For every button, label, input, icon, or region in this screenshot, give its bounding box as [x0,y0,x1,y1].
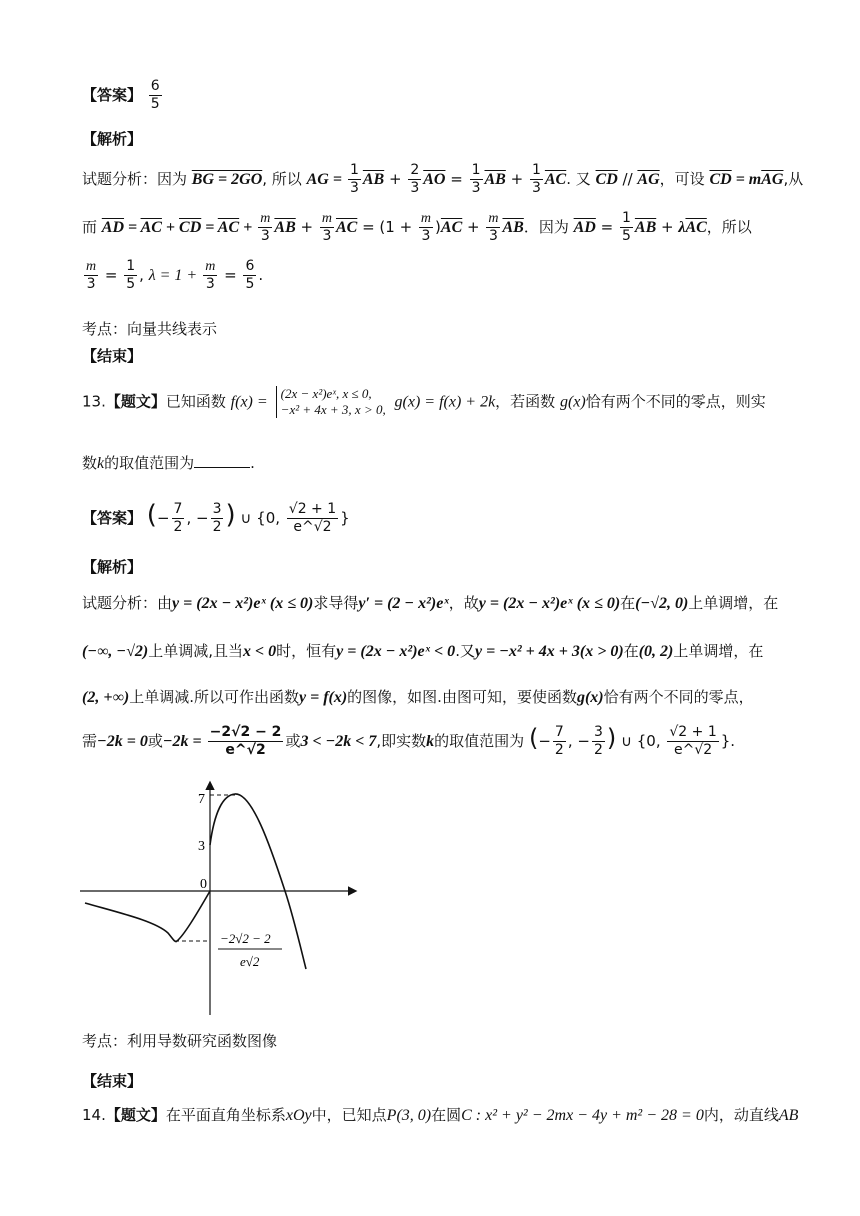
q12-analysis-line-1: 试题分析：因为 BG = 2GO, 所以 AG = $\frac{1}{3}$ $\overline{AB}$ + $\frac{2}{3}$ $\overline{AO}$ = $\frac{1}{3}$ $\overline{AB}$ + $\frac{1}{3}$ $\overline{AC}$. 又 $\overline{CD} // \overline{AG}$，可设 $\overline{CD} = m\overline{AG}$,从 [82,162,804,196]
q13-stem-line-1: 13.【题文】已知函数 f(x) = (2x − x²)eˣ, x ≤ 0, −x² + 4x + 3, x > 0, g(x) = f(x) + 2k，若函数 g(x)恰有两个不同的零点，则实 [82,386,766,417]
q12-analysis-line-2: 而 $\overline{AD} = \overline{AC} + \overline{CD} = \overline{AC}$ + $\frac{m}{3}$ $\overline{AB}$ + $\frac{m}{3}$ $\overline{AC} = (1$ + $\frac{m}{3}$ )$\overline{AC}$ + $\frac{m}{3}$ $\overline{AB}$．因为 $\overline{AD}$ = $\frac{1}{5}$ $\overline{AB} + \lambda\overline{AC}$，所以 [82,210,752,244]
q13-stem-line-2: 数k的取值范围为 . [82,454,255,472]
q12-analysis-line-3: $\frac{m}{3}$ = $\frac{1}{5}$ , λ = 1 + $\frac{m}{3}$ = $\frac{6}{5}$ . [86,258,264,292]
q14-stem-line-1: 14.【题文】在平面直角坐标系xOy中，已知点P(3, 0)在圆C : x² + y² − 2mx − 4y + m² − 28 = 0内，动直线AB [82,1106,799,1124]
answer-tag: 【答案】 [82,86,143,104]
label-3: 3 [198,839,205,854]
analysis-tag: 【解析】 [82,130,143,148]
q13-analysis-line-3: (2, +∞)上单调减.所以可作出函数y = f(x)的图像，如图.由图可知，要使函数g(x)恰有两个不同的零点， [82,688,754,706]
q13-point-label: 考点：利用导数研究函数图像 [82,1032,278,1050]
q12-end-tag: 【结束】 [82,347,143,365]
vector-ag: AG = [306,171,346,188]
label-0: 0 [200,877,207,892]
q13-analysis-line-1: 试题分析：由y = (2x − x²)eˣ (x ≤ 0)求导得y′ = (2 − x²)eˣ，故y = (2x − x²)eˣ (x ≤ 0)在(−√2, 0)上单调增，在 [82,594,779,612]
q13-answer-line: 【答案】 (− $\frac{7}{2}$ , − $\frac{3}{2}$ ) ∪ {0, $\frac{√2 + 1}{e\^{}√2}$ } [82,500,350,535]
function-graph [80,775,370,1020]
min-label-num: −2√2 − 2 [220,931,271,946]
q13-analysis-line-2: (−∞, −√2)上单调减,且当x < 0时，恒有y = (2x − x²)eˣ < 0.又y = −x² + 4x + 3(x > 0)在(0, 2)上单调增，在 [82,642,764,660]
answer-line [82,78,164,113]
piecewise-function: (2x − x²)eˣ, x ≤ 0, −x² + 4x + 3, x > 0, [276,386,386,418]
q13-analysis-line-4: 需−2k = 0或−2k = $\frac{-2√2 - 2}{e\^{}√2}$ 或3 < −2k < 7,即实数k的取值范围为 (− $\frac{7}{2}$ , − $\frac{3}{2}$ ) ∪ {0, $\frac{√2 + 1}{e\^{}√2}$ }. [82,724,736,758]
vector-eq: BG = 2GO [191,171,263,188]
answer-fraction: $\frac{6}{5}$ [150,78,160,112]
curve-left [85,891,210,942]
q13-end-tag: 【结束】 [82,1072,143,1090]
min-label-den: e√2 [240,954,260,969]
q13-analysis-tag: 【解析】 [82,558,143,576]
q12-point-label: 考点：向量共线表示 [82,320,218,338]
label-7: 7 [198,792,205,807]
answer-blank [194,453,250,468]
